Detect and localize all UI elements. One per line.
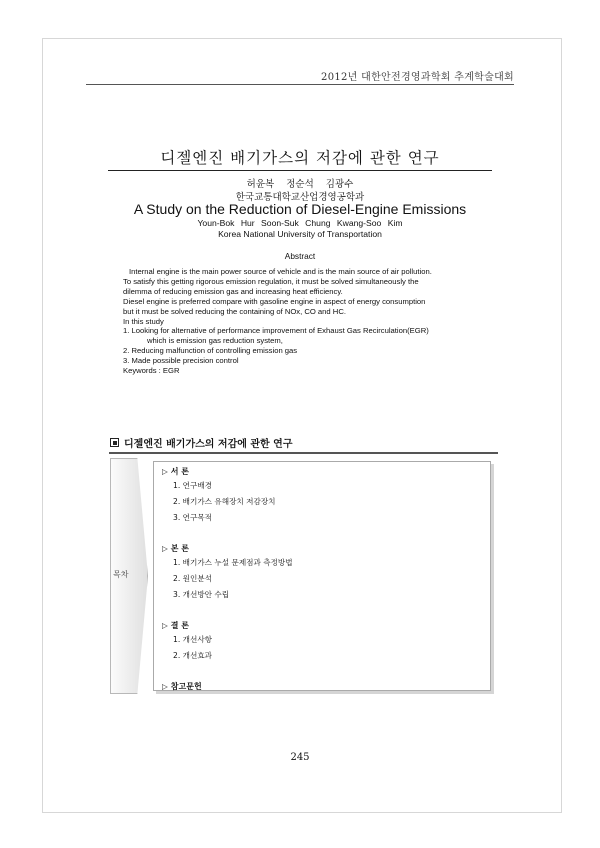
abstract-line: 2. Reducing malfunction of controlling emission gas — [123, 346, 298, 356]
abstract-line: dilemma of reducing emission gas and increasing heat efficiency. — [123, 286, 343, 296]
triangle-right-icon: ▷ — [162, 467, 168, 476]
abstract-line: but it must be solved reducing the containing of NOx, CO and HC. — [123, 306, 346, 316]
abstract-line: To satisfy this getting rigorous emission regulation, it must be solved simultaneously the — [123, 276, 419, 286]
authors-korean: 허윤복 정순석 김광수 — [246, 179, 354, 190]
square-bullet-icon — [110, 438, 119, 447]
title-english: A Study on the Reduction of Diesel-Engine Emissions — [133, 201, 467, 217]
toc-item: 1. 연구배경 — [173, 481, 213, 490]
toc-heading-body — [162, 542, 293, 555]
affiliation-english: Korea National University of Transportation — [218, 229, 382, 239]
abstract-line: Diesel engine is preferred compare with gasoline engine in aspect of energy consumption — [123, 296, 426, 306]
table-of-contents — [162, 463, 293, 693]
abstract-body — [123, 267, 495, 376]
toc-item: 1. 개선사항 — [173, 635, 213, 644]
toc-section-title — [110, 435, 293, 450]
toc-heading-text: 결 론 — [170, 621, 190, 630]
conference-header: 2012년 대한안전경영과학회 추계학술대회 — [321, 72, 514, 83]
abstract-line: 1. Looking for alternative of performance improvement of Exhaust Gas Recirculation(EGR) — [123, 326, 429, 336]
toc-heading-text: 서 론 — [170, 467, 190, 476]
toc-item: 2. 원인분석 — [173, 574, 213, 583]
toc-heading-introduction — [162, 465, 293, 478]
title-korean: 디젤엔진 배기가스의 저감에 관한 연구 — [160, 149, 440, 167]
authors-english: Youn-Bok Hur Soon-Suk Chung Kwang-Soo Kim — [197, 218, 403, 228]
header-rule — [86, 84, 514, 85]
triangle-right-icon: ▷ — [162, 682, 168, 691]
section-rule — [109, 452, 498, 454]
toc-section-title-text: 디젤엔진 배기가스의 저감에 관한 연구 — [124, 439, 293, 450]
triangle-right-icon: ▷ — [162, 621, 168, 630]
affiliation-korean: 한국교통대학교산업경영공학과 — [235, 192, 365, 203]
abstract-line: In this study — [123, 316, 164, 326]
toc-item: 3. 연구목적 — [173, 513, 213, 522]
triangle-right-icon: ▷ — [162, 544, 168, 553]
toc-side-label: 목차 — [113, 570, 129, 579]
toc-item: 1. 배기가스 누설 문제점과 측정방법 — [173, 558, 293, 567]
toc-heading-references — [162, 680, 293, 693]
toc-heading-conclusion — [162, 619, 293, 632]
keywords-line: Keywords : EGR — [123, 366, 180, 376]
toc-item: 3. 개선방안 수립 — [173, 590, 230, 599]
toc-heading-text: 참고문헌 — [170, 682, 202, 691]
title-underline — [108, 170, 492, 171]
toc-item: 2. 개선효과 — [173, 651, 213, 660]
abstract-line: which is emission gas reduction system, — [147, 336, 283, 346]
page-number: 245 — [290, 752, 310, 763]
toc-heading-text: 본 론 — [170, 544, 190, 553]
abstract-line: 3. Made possible precision control — [123, 356, 239, 366]
abstract-heading: Abstract — [284, 251, 316, 261]
abstract-line: Internal engine is the main power source of vehicle and is the main source of air pollution. — [129, 267, 432, 276]
toc-item: 2. 배기가스 유해장치 저감장치 — [173, 497, 276, 506]
